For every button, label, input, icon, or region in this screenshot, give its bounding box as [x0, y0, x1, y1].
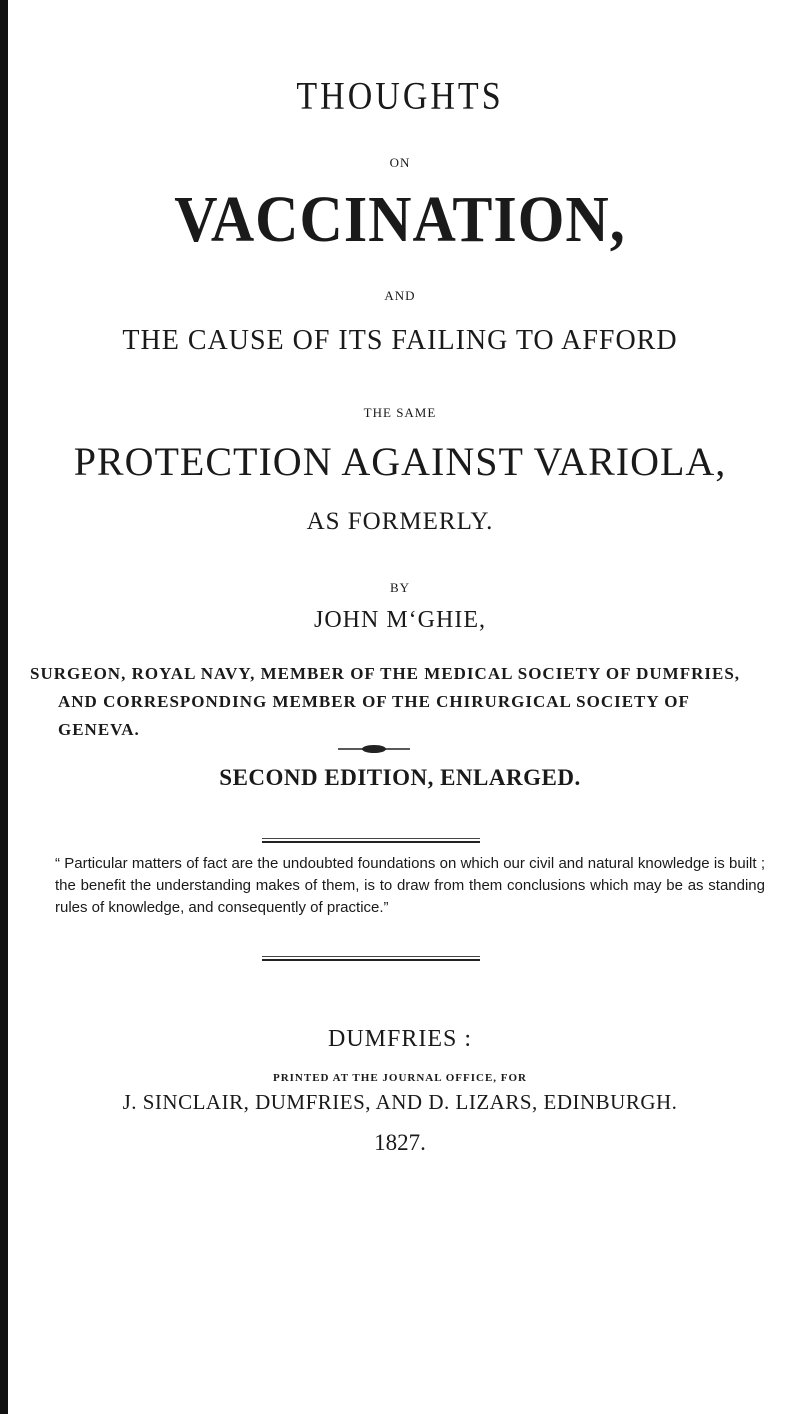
title-cause: THE CAUSE OF ITS FAILING TO AFFORD [122, 325, 678, 356]
divider-rule-bottom [262, 959, 480, 961]
imprint-printed-at: PRINTED AT THE JOURNAL OFFICE, FOR [272, 1072, 528, 1084]
title-and: AND [384, 288, 416, 303]
title-on: ON [389, 155, 411, 170]
divider-rule-bottom-thin [262, 956, 480, 957]
title-thoughts: THOUGHTS [296, 75, 504, 118]
by-label: BY [389, 580, 411, 595]
imprint-printers: J. SINCLAIR, DUMFRIES, AND D. LIZARS, EDINBURGH. [122, 1090, 678, 1114]
ornament-rule [338, 743, 410, 755]
imprint-year: 1827. [374, 1130, 426, 1155]
title-the-same: THE SAME [363, 405, 437, 420]
epigraph-quote: “ Particular matters of fact are the undoubted foundations on which our civil and natural knowledge is built ; the benefit the understanding makes of them, is to draw from them conclusions which may be as standing rules of knowledge, and consequently of practice.” [55, 855, 765, 916]
title-protection: PROTECTION AGAINST VARIOLA, [73, 439, 727, 484]
author-name: JOHN M‘GHIE, [314, 607, 486, 633]
author-credentials: SURGEON, ROYAL NAVY, MEMBER OF THE MEDICAL SOCIETY OF DUMFRIES, AND CORRESPONDING MEMBER OF THE CHIRURGICAL SOCIETY OF GENEVA. [30, 664, 741, 739]
divider-rule-top-thin [262, 838, 480, 839]
title-formerly: AS FORMERLY. [306, 508, 494, 535]
title-vaccination: VACCINATION, [174, 182, 626, 256]
divider-rule-top [262, 841, 480, 843]
imprint-place: DUMFRIES : [327, 1026, 473, 1052]
edition-statement: SECOND EDITION, ENLARGED. [219, 765, 581, 790]
